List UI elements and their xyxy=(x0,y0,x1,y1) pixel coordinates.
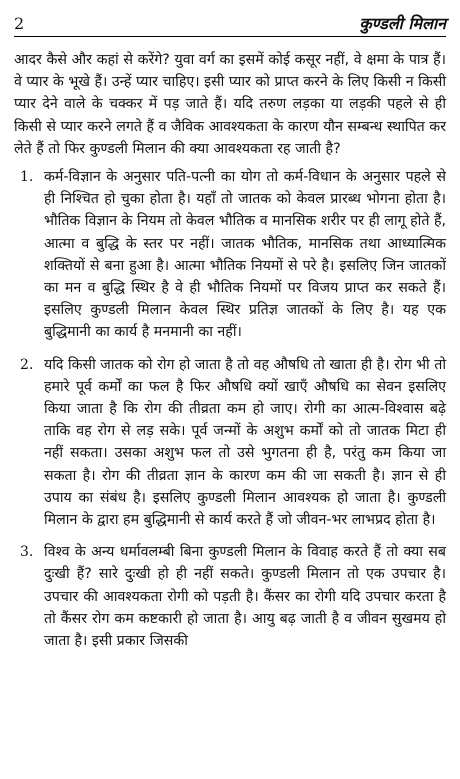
list-item-number: 1. xyxy=(20,169,34,186)
list-item xyxy=(14,354,446,532)
list-item-number: 2. xyxy=(20,356,34,373)
page-number: 2 xyxy=(14,14,25,33)
numbered-list xyxy=(14,166,446,652)
list-item xyxy=(14,166,446,344)
list-item-number: 3. xyxy=(20,544,34,561)
page-header xyxy=(14,10,446,37)
intro-paragraph: आदर कैसे और कहां से करेंगे? युवा वर्ग का इसमें कोई कसूर नहीं, वे क्षमा के पात्र हैं। वे प्यार के भूखे हैं। उन्हें प्यार चाहिए। इसी प्यार को प्राप्त करने के लिए किसी न किसी प्यार देने वाले के चक्कर में पड़ जाते हैं। यदि तरुण लड़का या लड़की पहले से ही किसी से प्यार करने लगते हैं व जैविक आवश्यकता के कारण यौन सम्बन्ध स्थापित कर लेते हैं तो फिर कुण्डली मिलान की क्या आवश्यकता रह जाती है? xyxy=(14,52,446,157)
list-item-text: यदि किसी जातक को रोग हो जाता है तो वह औषधि तो खाता ही है। रोग भी तो हमारे पूर्व कर्मों का फल है फिर औषधि क्यों खाएँ औषधि का सेवन इसलिए किया जाता है कि रोग की तीव्रता कम हो जाए। रोगी का आत्म-विश्वास बढ़े ताकि वह रोग से लड़ सके। पूर्व जन्मों के अशुभ कर्मों को तो जातक मिटा ही नहीं सकता। उसका अशुभ फल तो उसे भुगतना ही है, परंतु कम किया जा सकता है। रोग की तीव्रता ज्ञान के कारण कम की जा सकती है। ज्ञान से ही उपाय का संबंध है। इसलिए कुण्डली मिलान आवश्यक हो जाता है। कुण्डली मिलान के द्वारा हम बुद्धिमानी से कार्य करते हैं जो जीवन-भर लाभप्रद होता है। xyxy=(44,356,446,529)
list-item xyxy=(14,541,446,652)
running-title: कुण्डली मिलान xyxy=(359,14,446,33)
list-item-text: कर्म-विज्ञान के अनुसार पति-पत्नी का योग तो कर्म-विधान के अनुसार पहले से ही निश्चित हो चुका होता है। यहाँ तो जातक को केवल प्रारब्ध भोगना होता है। भौतिक विज्ञान के नियम तो केवल भौतिक व मानसिक शरीर पर ही लागू होते हैं, आत्मा व बुद्धि के स्तर पर नहीं। जातक भौतिक, मानसिक तथा आध्यात्मिक शक्तियों से बना हुआ है। आत्मा भौतिक नियमों से परे है। इसलिए जिन जातकों का मन व बुद्धि स्थिर है वे ही भौतिक नियमों पर विजय प्राप्त कर सकते हैं। इसलिए कुण्डली मिलान केवल स्थिर प्रतिज्ञ जातकों के लिए है। यह एक बुद्धिमानी का कार्य है मनमानी का नहीं। xyxy=(44,169,446,341)
list-item-text: विश्व के अन्य धर्मावलम्बी बिना कुण्डली मिलान के विवाह करते हैं तो क्या सब दुःखी हैं? सारे दुःखी हो ही नहीं सकते। कुण्डली मिलान तो एक उपचार है। उपचार की आवश्यकता रोगी को पड़ती है। कैंसर का रोगी यदि उपचार करता है तो कैंसर रोग कम कष्टकारी हो जाता है। आयु बढ़ जाती है व जीवन सुखमय हो जाता है। इसी प्रकार जिसकी xyxy=(44,544,446,650)
